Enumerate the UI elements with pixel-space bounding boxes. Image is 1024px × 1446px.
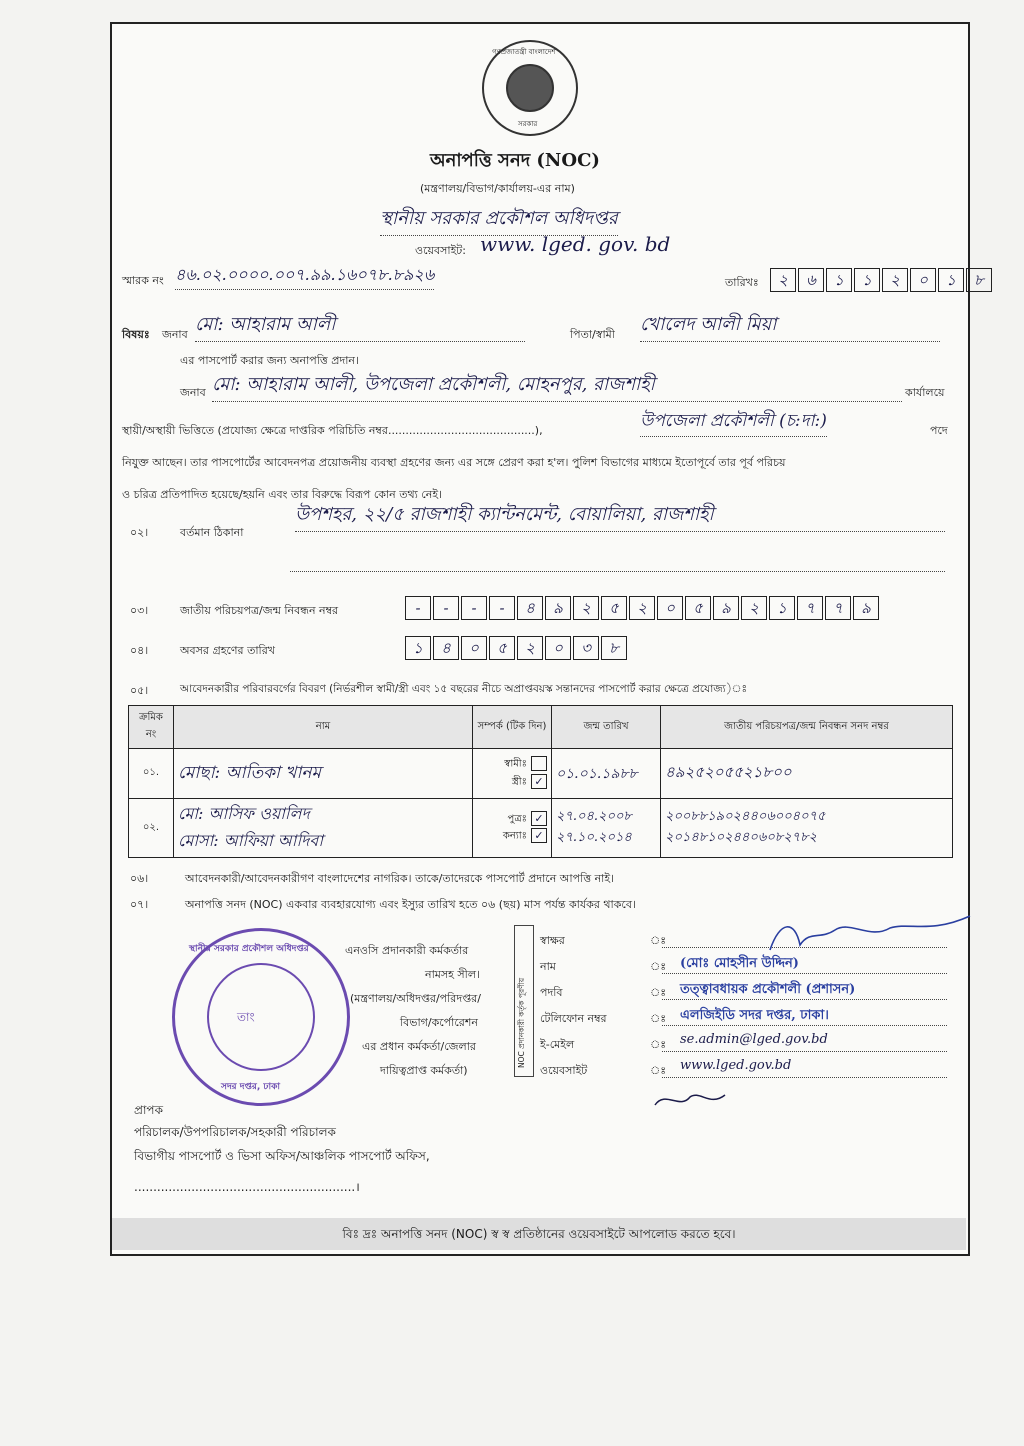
- recipient-line1: পরিচালক/উপপরিচালক/সহকারী পরিচালক: [134, 1125, 336, 1139]
- signature-field-label: ওয়েবসাইট: [540, 1064, 588, 1077]
- permanent-text: স্থায়ী/অস্থায়ী ভিত্তিতে (প্রযোজ্য ক্ষেত্রে দাপ্তরিক পরিচিতি নম্বর..........................................),: [122, 424, 543, 437]
- retire-label: অবসর গ্রহণের তারিখ: [180, 644, 275, 657]
- website-label: ওয়েবসাইট:: [415, 244, 466, 257]
- table-row: [129, 749, 953, 799]
- relation-label: কন্যাঃ: [502, 830, 527, 842]
- signature-field-colon: ঃ: [650, 960, 667, 973]
- nid-digit-box: ৪: [517, 596, 543, 620]
- col-name: নাম: [174, 706, 473, 749]
- seal-text-top: গণপ্রজাতন্ত্রী বাংলাদেশ: [492, 48, 556, 56]
- post-value: উপজেলা প্রকৌশলী (চ:দা:): [640, 408, 827, 437]
- signature-field-line: [662, 1050, 947, 1052]
- item-04-number: ০৪।: [130, 644, 149, 657]
- date-digit-box: ২: [770, 268, 796, 292]
- date-digit-box: ১: [854, 268, 880, 292]
- recipient-line3: ..........................................................।: [134, 1180, 360, 1194]
- item-07-number: ০৭।: [130, 898, 149, 911]
- row-dob: [552, 799, 661, 858]
- page-title: অনাপত্তি সনদ (NOC): [430, 150, 600, 171]
- signature-field-colon: ঃ: [650, 1064, 667, 1077]
- row-serial: ০১.: [129, 749, 174, 799]
- item-02-number: ০২।: [130, 526, 149, 539]
- item-03-number: ০৩।: [130, 604, 149, 617]
- row-relation: [473, 799, 552, 858]
- signature-field-label: টেলিফোন নম্বর: [540, 1012, 607, 1025]
- nid-boxes: [405, 596, 881, 620]
- footer-note: বিঃ দ্রঃ অনাপত্তি সনদ (NOC) স্ব স্ব প্রতিষ্ঠানের ওয়েবসাইটে আপলোড করতে হবে।: [112, 1218, 966, 1250]
- date-digit-box: ৮: [966, 268, 992, 292]
- signature-field-value: se.admin@lged.gov.bd: [680, 1032, 828, 1047]
- subject-line2: এর পাসপোর্ট করার জন্য অনাপত্তি প্রদান।: [180, 354, 359, 367]
- nid-digit-box: ৫: [601, 596, 627, 620]
- signature-field-colon: ঃ: [650, 1038, 667, 1051]
- date-label: তারিখঃ: [725, 276, 759, 289]
- date-digit-box: ২: [882, 268, 908, 292]
- nid-digit-box: -: [461, 596, 487, 620]
- item-05-number: ০৫।: [130, 684, 149, 697]
- relation-label: পুত্রঃ: [507, 813, 527, 824]
- memo-value: ৪৬.০২.০০০০.০০৭.৯৯.১৬০৭৮.৮৯২৬: [175, 262, 434, 290]
- col-serial: ক্রমিক নং: [129, 706, 174, 749]
- note-06: আবেদনকারী/আবেদনকারীগণ বাংলাদেশের নাগরিক। তাকে/তাদেরকে পাসপোর্ট প্রদানে আপত্তি নাই।: [185, 872, 615, 885]
- post-suffix: পদে: [930, 424, 948, 437]
- relation-checkbox[interactable]: ✓: [531, 828, 547, 843]
- seal-line1: স্থানীয় সরকার প্রকৌশল অধিদপ্তর: [189, 944, 309, 954]
- office-seal: [172, 928, 350, 1106]
- issuer-desc-4: বিভাগ/কর্পোরেশন: [400, 1016, 478, 1029]
- website-value: www. lged. gov. bd: [480, 232, 671, 256]
- recipient-label: প্রাপক: [134, 1103, 163, 1117]
- signature-field-label: ই-মেইল: [540, 1038, 575, 1051]
- member-dob: ০১.০১.১৯৮৮: [556, 765, 638, 782]
- date-digit-box: ১: [938, 268, 964, 292]
- row-relation: [473, 749, 552, 799]
- nid-digit-box: ০: [657, 596, 683, 620]
- signature-field-value: এলজিইডি সদর দপ্তর, ঢাকা।: [680, 1008, 829, 1023]
- signature-field-colon: ঃ: [650, 986, 667, 999]
- signature-field-label: নাম: [540, 960, 556, 973]
- nid-digit-box: -: [489, 596, 515, 620]
- signature-field-label: পদবি: [540, 986, 563, 999]
- col-nid: জাতীয় পরিচয়পত্র/জন্ম নিবন্ধন সনদ নম্বর: [661, 706, 953, 749]
- signature-field-value: www.lged.gov.bd: [680, 1058, 792, 1073]
- note-07: অনাপত্তি সনদ (NOC) একবার ব্যবহারযোগ্য এবং ইস্যুর তারিখ হতে ০৬ (ছয়) মাস পর্যন্ত কার্যকর থাকবে।: [185, 898, 636, 911]
- janab-label: জনাব: [162, 328, 188, 341]
- nid-digit-box: ৯: [853, 596, 879, 620]
- nid-digit-box: ১: [769, 596, 795, 620]
- signature-field-label: স্বাক্ষর: [540, 934, 565, 947]
- row-nid: [661, 749, 953, 799]
- relation-label: স্ত্রীঃ: [511, 776, 527, 787]
- member-nid: ২০১৪৮১০২৪৪০৬০৮২৭৮২: [665, 830, 818, 845]
- signature-field-value: তত্ত্বাবধায়ক প্রকৌশলী (প্রশাসন): [680, 982, 856, 997]
- table-row: [129, 799, 953, 858]
- retire-digit-box: ৪: [433, 636, 459, 660]
- retire-digit-box: ৮: [601, 636, 627, 660]
- retire-digit-box: ১: [405, 636, 431, 660]
- issuer-desc-5: এর প্রধান কর্মকর্তা/জেলার: [362, 1040, 476, 1053]
- relation-checkbox[interactable]: ✓: [531, 811, 547, 826]
- nid-digit-box: -: [405, 596, 431, 620]
- address-label: বর্তমান ঠিকানা: [180, 526, 244, 539]
- family-label: আবেদনকারীর পরিবারবর্গের বিবরণ (নির্ভরশীল স্বামী/স্ত্রী এবং ১৫ বছরের নীচে অপ্রাপ্তবয়স্ক সন্তানদের পাসপোর্ট করার ক্ষেত্রে প্রযোজ্য)ঃ: [180, 683, 748, 695]
- col-dob: জন্ম তারিখ: [552, 706, 661, 749]
- member-dob: ২৭.১০.২০১৪: [556, 830, 632, 845]
- family-table: [128, 705, 953, 858]
- row-nid: [661, 799, 953, 858]
- office-suffix: কার্যালয়ে: [905, 386, 945, 399]
- member-dob: ২৭.০৪.২০০৮: [556, 809, 632, 824]
- father-value: খোলেদ আলী মিয়া: [640, 310, 940, 342]
- issuer-desc-3: (মন্ত্রণালয়/অধিদপ্তর/পরিদপ্তর/: [350, 992, 481, 1005]
- date-digit-box: ৬: [798, 268, 824, 292]
- row-serial: ০২.: [129, 799, 174, 858]
- row-dob: [552, 749, 661, 799]
- nid-digit-box: ৭: [797, 596, 823, 620]
- seal-text-bottom: সরকার: [518, 120, 538, 128]
- subtitle: (মন্ত্রণালয়/বিভাগ/কার্যালয়-এর নাম): [420, 182, 575, 195]
- initial-scribble: [650, 1085, 730, 1115]
- nid-label: জাতীয় পরিচয়পত্র/জন্ম নিবন্ধন নম্বর: [180, 604, 339, 617]
- vertical-label: [514, 925, 534, 1077]
- nid-digit-box: -: [433, 596, 459, 620]
- signature-field-line: [662, 1076, 947, 1078]
- nid-digit-box: ৫: [685, 596, 711, 620]
- nid-digit-box: ৯: [545, 596, 571, 620]
- para2: ও চরিত্র প্রতিপাদিত হয়েছে/হয়নি এবং তার বিরুদ্ধে বিরূপ কোন তথ্য নেই।: [122, 488, 442, 501]
- member-name: মোছা: আতিকা খানম: [178, 762, 321, 783]
- office-line: মো: আহারাম আলী, উপজেলা প্রকৌশলী, মোহনপুর, রাজশাহী: [212, 370, 902, 402]
- address-line2: [290, 570, 945, 572]
- issuer-desc-2: নামসহ সীল।: [425, 968, 480, 981]
- item-06-number: ০৬।: [130, 872, 149, 885]
- row-name: [174, 749, 473, 799]
- retire-digit-box: ২: [517, 636, 543, 660]
- col-relation: সম্পর্ক (টিক দিন): [473, 706, 552, 749]
- relation-checkbox[interactable]: ✓: [531, 774, 547, 789]
- applicant-name: মো: আহারাম আলী: [195, 310, 525, 342]
- subject-label: বিষয়ঃ: [122, 328, 150, 341]
- signature-field-colon: ঃ: [650, 1012, 667, 1025]
- nid-digit-box: ২: [573, 596, 599, 620]
- retire-digit-box: ৩: [573, 636, 599, 660]
- retire-digit-box: ০: [461, 636, 487, 660]
- para1: নিযুক্ত আছেন। তার পাসপোর্টের আবেদনপত্র প্রয়োজনীয় ব্যবস্থা গ্রহণের জন্য এর সঙ্গে প্রেরণ করা হ'ল। পুলিশ বিভাগের মাধ্যমে ইতোপূর্বে তার পূর্ব পরিচয়: [122, 456, 786, 469]
- retire-digit-box: ৫: [489, 636, 515, 660]
- father-label: পিতা/স্বামী: [570, 328, 615, 341]
- retire-boxes: [405, 636, 629, 660]
- signature-field-value: (মোঃ মোহসীন উদ্দিন): [680, 956, 799, 971]
- relation-label: স্বামীঃ: [504, 758, 527, 770]
- janab2-label: জনাব: [180, 386, 206, 399]
- member-nid: ২০০৮৮১৯০২৪৪০৬০০৪০৭৫: [665, 809, 826, 824]
- signature-scribble: [760, 910, 980, 960]
- government-seal: [482, 40, 578, 136]
- address-value: উপশহর, ২২/৫ রাজশাহী ক্যান্টনমেন্ট, বোয়ালিয়া, রাজশাহী: [295, 500, 945, 532]
- nid-digit-box: ৯: [713, 596, 739, 620]
- date-digit-box: ০: [910, 268, 936, 292]
- member-name: মো: আসিফ ওয়ালিদ: [178, 804, 310, 823]
- issuer-desc-6: দায়িত্বপ্রাপ্ত কর্মকর্তা): [380, 1064, 468, 1077]
- member-name: মোসা: আফিয়া আদিবা: [178, 831, 323, 850]
- date-boxes: [770, 268, 994, 292]
- office-name: স্থানীয় সরকার প্রকৌশল অধিদপ্তর: [380, 204, 618, 236]
- signature-field-colon: ঃ: [650, 934, 667, 947]
- vertical-text: NOC প্রদানকারী কর্তৃক পূরণীয়: [517, 977, 526, 1068]
- retire-digit-box: ০: [545, 636, 571, 660]
- seal-line2: সদর দপ্তর, ঢাকা: [221, 1082, 280, 1092]
- issuer-desc-1: এনওসি প্রদানকারী কর্মকর্তার: [345, 944, 469, 957]
- memo-label: স্মারক নং: [122, 274, 164, 287]
- member-nid: ৪৯২৫২০৫৫২১৮০০: [665, 763, 792, 781]
- nid-digit-box: ২: [629, 596, 655, 620]
- date-digit-box: ১: [826, 268, 852, 292]
- seal-inner: তাং: [237, 1010, 255, 1024]
- nid-digit-box: ৭: [825, 596, 851, 620]
- table-header-row: [129, 706, 953, 749]
- recipient-line2: বিভাগীয় পাসপোর্ট ও ভিসা অফিস/আঞ্চলিক পাসপোর্ট অফিস,: [134, 1149, 430, 1163]
- nid-digit-box: ২: [741, 596, 767, 620]
- row-name: [174, 799, 473, 858]
- relation-checkbox[interactable]: [531, 756, 547, 771]
